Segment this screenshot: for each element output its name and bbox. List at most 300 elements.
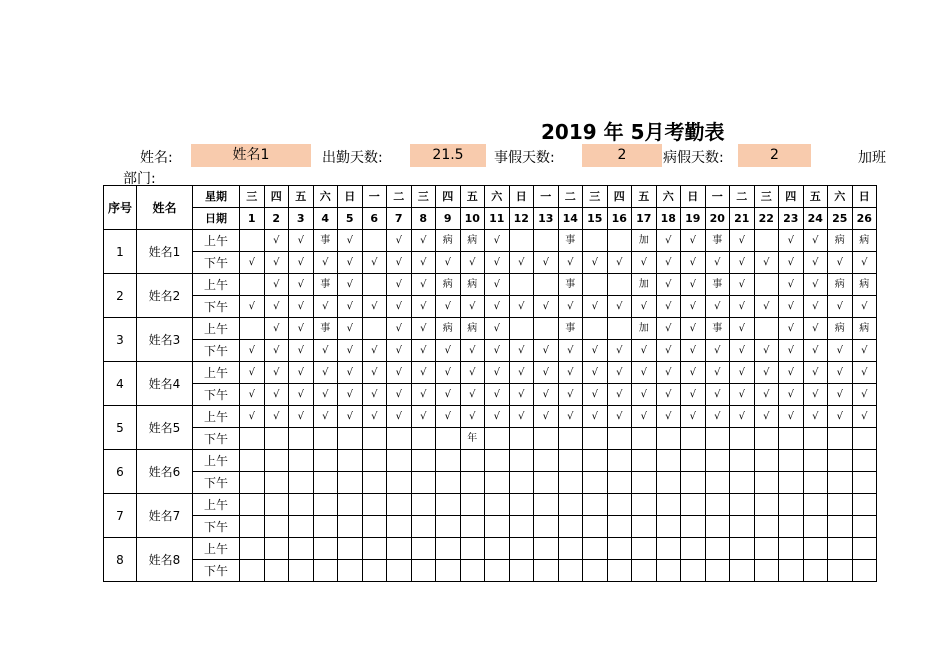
attendance-cell[interactable] [460,538,485,560]
attendance-cell[interactable]: √ [313,384,338,406]
attendance-cell[interactable]: √ [803,274,828,296]
attendance-cell[interactable] [828,560,853,582]
attendance-cell[interactable] [509,274,534,296]
attendance-cell[interactable]: √ [387,230,412,252]
attendance-cell[interactable]: √ [338,362,363,384]
sick-leave-value-cell[interactable]: 2 [738,144,811,167]
attendance-cell[interactable] [705,428,730,450]
attendance-cell[interactable] [558,560,583,582]
attendance-cell[interactable]: 病 [436,230,461,252]
attendance-cell[interactable]: √ [828,252,853,274]
attendance-cell[interactable] [779,560,804,582]
attendance-cell[interactable]: √ [583,296,608,318]
attendance-cell[interactable]: 加 [632,230,657,252]
attendance-cell[interactable]: √ [509,406,534,428]
attendance-cell[interactable]: √ [632,362,657,384]
attendance-cell[interactable] [754,538,779,560]
attendance-cell[interactable] [362,494,387,516]
attendance-cell[interactable]: √ [754,362,779,384]
attendance-cell[interactable]: √ [313,296,338,318]
attendance-cell[interactable] [852,450,877,472]
attendance-cell[interactable] [583,560,608,582]
attendance-cell[interactable]: √ [387,296,412,318]
attendance-cell[interactable]: √ [362,340,387,362]
attendance-cell[interactable]: √ [803,384,828,406]
attendance-cell[interactable] [264,560,289,582]
attendance-cell[interactable] [656,516,681,538]
attendance-cell[interactable] [411,560,436,582]
attendance-cell[interactable]: √ [828,362,853,384]
attendance-cell[interactable]: 病 [852,318,877,340]
attendance-cell[interactable]: √ [558,406,583,428]
attendance-cell[interactable]: √ [632,252,657,274]
attendance-cell[interactable] [264,538,289,560]
attendance-cell[interactable]: √ [240,406,265,428]
attendance-cell[interactable]: √ [803,296,828,318]
attendance-cell[interactable]: √ [681,252,706,274]
attendance-cell[interactable]: √ [558,362,583,384]
attendance-cell[interactable]: √ [779,274,804,296]
attendance-cell[interactable] [240,494,265,516]
attendance-cell[interactable]: √ [681,230,706,252]
attendance-cell[interactable]: √ [485,384,510,406]
attendance-cell[interactable] [803,538,828,560]
attendance-cell[interactable] [607,274,632,296]
attendance-cell[interactable]: √ [509,252,534,274]
attendance-cell[interactable] [338,538,363,560]
attendance-cell[interactable]: √ [289,384,314,406]
attendance-cell[interactable] [509,428,534,450]
attendance-cell[interactable]: √ [509,362,534,384]
attendance-cell[interactable] [534,516,559,538]
attendance-cell[interactable]: √ [754,252,779,274]
attendance-cell[interactable]: √ [705,252,730,274]
attendance-cell[interactable]: √ [289,230,314,252]
attendance-cell[interactable] [730,560,755,582]
attendance-cell[interactable] [779,494,804,516]
attendance-cell[interactable] [264,450,289,472]
attendance-cell[interactable]: √ [387,362,412,384]
attendance-cell[interactable]: √ [730,340,755,362]
attendance-cell[interactable] [583,318,608,340]
attendance-cell[interactable]: √ [705,362,730,384]
attendance-cell[interactable] [558,516,583,538]
attendance-cell[interactable] [607,450,632,472]
attendance-cell[interactable] [632,450,657,472]
attendance-cell[interactable]: 事 [558,318,583,340]
attendance-cell[interactable]: √ [632,384,657,406]
attendance-cell[interactable]: √ [338,296,363,318]
attendance-cell[interactable]: √ [436,406,461,428]
name-value-cell[interactable]: 姓名1 [191,144,311,167]
attendance-cell[interactable] [754,450,779,472]
attendance-cell[interactable]: √ [730,406,755,428]
attendance-cell[interactable] [436,450,461,472]
attendance-cell[interactable] [681,450,706,472]
attendance-cell[interactable] [583,428,608,450]
attendance-cell[interactable]: √ [534,384,559,406]
attendance-cell[interactable]: √ [485,362,510,384]
attendance-cell[interactable] [681,428,706,450]
attendance-cell[interactable]: √ [754,340,779,362]
attendance-cell[interactable]: 事 [313,318,338,340]
attendance-cell[interactable]: √ [558,340,583,362]
attendance-cell[interactable]: √ [313,340,338,362]
attendance-cell[interactable] [313,472,338,494]
attendance-cell[interactable]: 病 [828,230,853,252]
attendance-cell[interactable]: √ [362,296,387,318]
attendance-cell[interactable]: √ [632,406,657,428]
attendance-cell[interactable]: √ [779,362,804,384]
attendance-cell[interactable]: √ [779,296,804,318]
attendance-cell[interactable]: √ [803,406,828,428]
attendance-cell[interactable]: √ [264,274,289,296]
attendance-cell[interactable] [411,516,436,538]
attendance-cell[interactable]: √ [313,362,338,384]
attendance-cell[interactable] [485,538,510,560]
attendance-cell[interactable] [362,318,387,340]
attendance-cell[interactable]: √ [583,406,608,428]
attendance-cell[interactable] [313,560,338,582]
attendance-cell[interactable]: √ [681,362,706,384]
attendance-cell[interactable]: √ [779,230,804,252]
attendance-cell[interactable] [803,516,828,538]
attendance-cell[interactable]: √ [387,318,412,340]
attendance-cell[interactable]: 病 [828,318,853,340]
attendance-cell[interactable]: 事 [558,274,583,296]
attendance-cell[interactable] [485,516,510,538]
attendance-cell[interactable] [534,538,559,560]
attendance-cell[interactable] [681,516,706,538]
employee-name-cell[interactable]: 姓名7 [137,494,193,538]
attendance-cell[interactable] [264,472,289,494]
attendance-cell[interactable] [705,560,730,582]
attendance-cell[interactable]: √ [534,340,559,362]
attendance-cell[interactable] [362,428,387,450]
attendance-cell[interactable] [534,318,559,340]
attendance-cell[interactable] [754,472,779,494]
attendance-cell[interactable]: √ [656,384,681,406]
attendance-cell[interactable] [754,560,779,582]
attendance-cell[interactable] [583,230,608,252]
attendance-cell[interactable]: √ [460,252,485,274]
attendance-cell[interactable] [240,538,265,560]
attendance-cell[interactable] [656,428,681,450]
attendance-cell[interactable] [681,472,706,494]
attendance-cell[interactable]: √ [705,406,730,428]
employee-name-cell[interactable]: 姓名4 [137,362,193,406]
attendance-cell[interactable]: √ [485,252,510,274]
attendance-cell[interactable] [607,494,632,516]
attendance-cell[interactable] [730,472,755,494]
attendance-cell[interactable]: √ [705,340,730,362]
attendance-cell[interactable] [534,428,559,450]
attendance-cell[interactable] [240,274,265,296]
attendance-cell[interactable]: √ [607,252,632,274]
attendance-cell[interactable]: √ [485,230,510,252]
attendance-cell[interactable] [583,494,608,516]
attendance-cell[interactable]: √ [852,362,877,384]
attendance-cell[interactable]: √ [558,384,583,406]
employee-name-cell[interactable]: 姓名5 [137,406,193,450]
attendance-cell[interactable] [289,472,314,494]
attendance-cell[interactable] [313,538,338,560]
attendance-cell[interactable]: √ [509,340,534,362]
attendance-cell[interactable]: √ [852,384,877,406]
attendance-cell[interactable] [534,560,559,582]
attendance-cell[interactable]: √ [534,252,559,274]
employee-name-cell[interactable]: 姓名6 [137,450,193,494]
attendance-cell[interactable] [730,538,755,560]
attendance-cell[interactable]: √ [803,340,828,362]
attendance-cell[interactable] [362,516,387,538]
attendance-cell[interactable]: √ [338,406,363,428]
attendance-cell[interactable]: √ [411,230,436,252]
attendance-cell[interactable]: √ [485,274,510,296]
attendance-cell[interactable]: √ [264,384,289,406]
attendance-cell[interactable]: √ [387,384,412,406]
attendance-cell[interactable] [338,450,363,472]
attendance-cell[interactable]: √ [411,362,436,384]
attendance-cell[interactable] [264,494,289,516]
attendance-cell[interactable] [534,274,559,296]
attendance-cell[interactable] [681,494,706,516]
attendance-cell[interactable]: 事 [705,274,730,296]
attendance-cell[interactable]: √ [828,340,853,362]
employee-name-cell[interactable]: 姓名3 [137,318,193,362]
attendance-cell[interactable]: 事 [313,230,338,252]
attendance-cell[interactable]: √ [436,252,461,274]
attendance-cell[interactable]: √ [387,406,412,428]
attendance-cell[interactable]: √ [681,340,706,362]
attendance-cell[interactable] [681,560,706,582]
attendance-cell[interactable]: √ [607,384,632,406]
attendance-cell[interactable] [460,450,485,472]
attendance-cell[interactable] [852,428,877,450]
attendance-cell[interactable]: 病 [852,274,877,296]
attendance-cell[interactable] [828,428,853,450]
attendance-cell[interactable]: √ [754,296,779,318]
attendance-cell[interactable]: √ [730,296,755,318]
attendance-cell[interactable]: √ [264,230,289,252]
attendance-cell[interactable] [436,428,461,450]
attendance-cell[interactable] [534,450,559,472]
attendance-cell[interactable] [852,538,877,560]
attendance-cell[interactable] [852,494,877,516]
attendance-cell[interactable]: √ [240,252,265,274]
attendance-cell[interactable]: √ [387,274,412,296]
attendance-cell[interactable] [460,516,485,538]
attendance-cell[interactable] [460,560,485,582]
attendance-cell[interactable]: 病 [828,274,853,296]
attendance-cell[interactable] [828,538,853,560]
attendance-cell[interactable]: √ [289,362,314,384]
attendance-cell[interactable]: √ [779,340,804,362]
attendance-cell[interactable]: √ [681,384,706,406]
attendance-cell[interactable] [803,494,828,516]
attendance-cell[interactable]: √ [338,274,363,296]
attendance-cell[interactable]: √ [460,362,485,384]
attendance-cell[interactable] [534,494,559,516]
attendance-cell[interactable]: √ [313,252,338,274]
attendance-cell[interactable] [583,274,608,296]
attendance-cell[interactable] [460,494,485,516]
attendance-cell[interactable]: √ [289,274,314,296]
attendance-cell[interactable]: √ [338,230,363,252]
attendance-cell[interactable]: √ [289,318,314,340]
attendance-cell[interactable]: √ [852,296,877,318]
attendance-cell[interactable]: √ [436,384,461,406]
attendance-cell[interactable] [387,560,412,582]
attendance-cell[interactable] [387,538,412,560]
attendance-cell[interactable]: √ [705,296,730,318]
attendance-cell[interactable] [509,560,534,582]
attendance-cell[interactable] [436,538,461,560]
attendance-cell[interactable]: √ [656,230,681,252]
attendance-cell[interactable]: √ [681,318,706,340]
attendance-cell[interactable] [509,538,534,560]
attendance-cell[interactable]: √ [681,274,706,296]
attendance-cell[interactable] [730,494,755,516]
attendance-cell[interactable] [240,318,265,340]
attendance-cell[interactable]: 事 [313,274,338,296]
attendance-cell[interactable] [362,450,387,472]
attendance-cell[interactable] [534,230,559,252]
attendance-cell[interactable]: √ [779,384,804,406]
attendance-cell[interactable]: 加 [632,274,657,296]
attendance-cell[interactable] [387,516,412,538]
attendance-cell[interactable]: √ [852,340,877,362]
attendance-cell[interactable]: √ [534,296,559,318]
attendance-cell[interactable] [240,450,265,472]
attendance-cell[interactable]: √ [534,362,559,384]
attendance-cell[interactable]: √ [730,274,755,296]
attendance-cell[interactable] [607,560,632,582]
attendance-cell[interactable] [338,472,363,494]
attendance-cell[interactable]: √ [289,340,314,362]
attendance-cell[interactable] [240,516,265,538]
employee-name-cell[interactable]: 姓名8 [137,538,193,582]
attendance-cell[interactable] [607,472,632,494]
attendance-cell[interactable] [754,274,779,296]
attendance-cell[interactable] [436,560,461,582]
attendance-cell[interactable] [264,428,289,450]
attendance-cell[interactable] [313,428,338,450]
attendance-cell[interactable] [362,230,387,252]
attendance-cell[interactable]: √ [583,384,608,406]
attendance-cell[interactable]: √ [289,406,314,428]
attendance-cell[interactable]: √ [583,340,608,362]
attendance-cell[interactable]: √ [485,296,510,318]
attendance-cell[interactable]: √ [289,296,314,318]
attendance-cell[interactable] [264,516,289,538]
attendance-cell[interactable] [656,494,681,516]
attendance-cell[interactable]: √ [509,384,534,406]
attendance-cell[interactable]: 事 [558,230,583,252]
attendance-cell[interactable] [485,450,510,472]
attendance-cell[interactable]: √ [264,362,289,384]
attendance-cell[interactable]: 病 [460,274,485,296]
attendance-cell[interactable] [754,516,779,538]
attendance-cell[interactable] [387,494,412,516]
attendance-cell[interactable] [705,472,730,494]
attendance-cell[interactable]: √ [436,362,461,384]
attendance-cell[interactable]: √ [240,362,265,384]
attendance-cell[interactable]: √ [264,296,289,318]
attendance-cell[interactable] [803,450,828,472]
attendance-cell[interactable]: √ [607,362,632,384]
attendance-cell[interactable]: √ [779,318,804,340]
attendance-cell[interactable]: √ [240,340,265,362]
attendance-cell[interactable]: √ [656,406,681,428]
attendance-cell[interactable] [411,494,436,516]
attendance-cell[interactable]: √ [852,406,877,428]
attendance-cell[interactable] [362,472,387,494]
attendance-cell[interactable] [754,230,779,252]
attendance-cell[interactable] [558,494,583,516]
attendance-cell[interactable]: √ [460,384,485,406]
attendance-cell[interactable] [754,428,779,450]
attendance-cell[interactable] [852,560,877,582]
attendance-cell[interactable] [558,450,583,472]
attendance-cell[interactable]: √ [583,362,608,384]
attendance-cell[interactable] [387,428,412,450]
attendance-cell[interactable]: √ [460,296,485,318]
attendance-cell[interactable] [828,516,853,538]
attendance-cell[interactable]: √ [264,406,289,428]
attendance-cell[interactable]: √ [607,340,632,362]
attendance-cell[interactable]: √ [730,362,755,384]
attendance-cell[interactable]: √ [338,384,363,406]
attendance-cell[interactable]: √ [607,406,632,428]
attendance-cell[interactable]: √ [656,340,681,362]
attendance-cell[interactable]: √ [289,252,314,274]
attendance-cell[interactable] [485,428,510,450]
attendance-cell[interactable] [338,516,363,538]
attendance-cell[interactable] [436,472,461,494]
attendance-cell[interactable] [632,538,657,560]
attendance-cell[interactable]: √ [460,406,485,428]
attendance-cell[interactable] [362,274,387,296]
attendance-cell[interactable]: √ [656,362,681,384]
attendance-cell[interactable] [656,472,681,494]
attendance-cell[interactable]: √ [387,252,412,274]
attendance-cell[interactable]: √ [264,318,289,340]
attendance-cell[interactable] [534,472,559,494]
attendance-cell[interactable]: √ [240,384,265,406]
attendance-cell[interactable] [779,516,804,538]
attendance-cell[interactable]: √ [681,406,706,428]
attendance-cell[interactable] [436,516,461,538]
attendance-cell[interactable]: √ [656,318,681,340]
attendance-cell[interactable] [656,450,681,472]
attendance-cell[interactable]: √ [754,384,779,406]
attendance-cell[interactable]: √ [828,296,853,318]
attendance-cell[interactable] [289,516,314,538]
attendance-cell[interactable]: √ [240,296,265,318]
attendance-cell[interactable] [313,516,338,538]
attendance-cell[interactable]: √ [509,296,534,318]
attendance-cell[interactable]: √ [411,384,436,406]
attendance-cell[interactable]: √ [436,296,461,318]
attendance-cell[interactable]: √ [411,318,436,340]
employee-name-cell[interactable]: 姓名1 [137,230,193,274]
attendance-cell[interactable] [705,538,730,560]
attendance-cell[interactable] [509,516,534,538]
attendance-cell[interactable] [240,472,265,494]
attendance-cell[interactable]: √ [779,252,804,274]
attendance-cell[interactable] [240,428,265,450]
